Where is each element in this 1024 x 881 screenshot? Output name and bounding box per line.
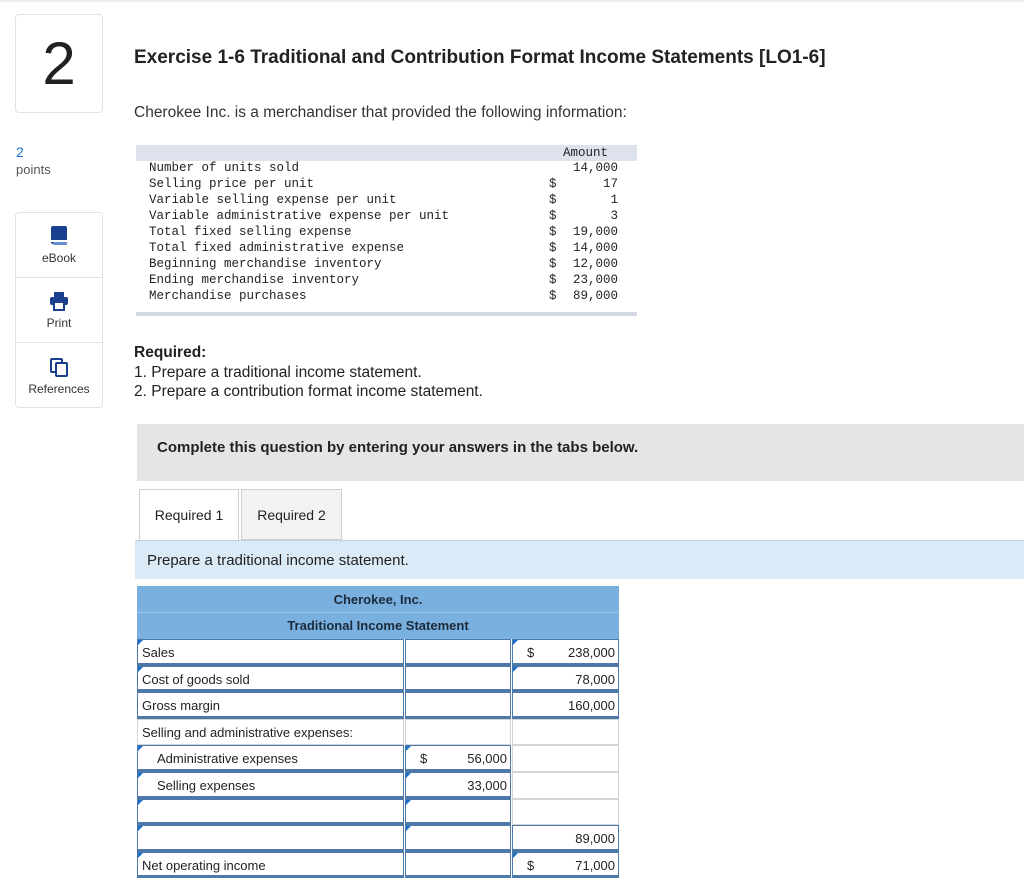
- points-label: points: [16, 162, 51, 177]
- row-currency: $: [549, 289, 557, 303]
- label-text: Administrative expenses: [157, 751, 298, 767]
- label-text: Selling and administrative expenses:: [142, 724, 354, 740]
- tab-required-2[interactable]: Required 2: [241, 489, 342, 540]
- total-value: 238,000: [568, 645, 615, 660]
- empty-cell: [512, 772, 619, 799]
- ebook-button[interactable]: [16, 213, 102, 278]
- table-row: [137, 639, 619, 666]
- data-table-header: [136, 145, 637, 161]
- tab-instruction: Prepare a traditional income statement.: [135, 540, 1024, 579]
- income-statement: [137, 586, 619, 878]
- label-text: Net operating income: [142, 857, 266, 873]
- required-item-1: 1. Prepare a traditional income statement.: [134, 363, 422, 381]
- table-row: [137, 745, 619, 772]
- table-padding: [136, 305, 637, 312]
- row-currency: $: [549, 225, 557, 239]
- amount-input[interactable]: [405, 745, 511, 772]
- label-input[interactable]: [137, 666, 404, 693]
- table-row: [137, 772, 619, 799]
- row-currency: $: [549, 193, 557, 207]
- table-row: [136, 257, 637, 273]
- row-label: Ending merchandise inventory: [149, 273, 360, 287]
- empty-cell: [405, 719, 511, 746]
- amount-input[interactable]: [405, 852, 511, 879]
- row-amount: 1: [610, 193, 618, 207]
- row-label: Merchandise purchases: [149, 289, 307, 303]
- table-row: [137, 692, 619, 719]
- label-input[interactable]: [137, 745, 404, 772]
- print-label: Print: [46, 316, 72, 330]
- label-text: Selling expenses: [157, 777, 256, 793]
- references-button[interactable]: [16, 343, 102, 408]
- amount-input[interactable]: [405, 639, 511, 666]
- row-label: Beginning merchandise inventory: [149, 257, 382, 271]
- tools-panel: [15, 212, 103, 408]
- row-amount: 17: [602, 177, 618, 191]
- tab-required-1[interactable]: Required 1: [139, 489, 239, 540]
- row-currency: $: [549, 177, 557, 191]
- amount-input[interactable]: [405, 666, 511, 693]
- table-row: [136, 273, 637, 289]
- points-value: 2: [16, 144, 24, 160]
- table-row: [137, 719, 619, 746]
- dollar-sign: $: [527, 645, 535, 660]
- given-data-table: [136, 145, 637, 316]
- printer-icon: [49, 290, 69, 312]
- top-divider: [0, 0, 1024, 2]
- statement-company: Cherokee, Inc.: [137, 586, 619, 613]
- table-row: [136, 241, 637, 257]
- row-label: Total fixed administrative expense: [149, 241, 405, 255]
- amount-header: Amount: [563, 146, 609, 160]
- empty-cell: [512, 719, 619, 746]
- row-label: Total fixed selling expense: [149, 225, 352, 239]
- amount-input[interactable]: [405, 772, 511, 799]
- label-input[interactable]: [137, 799, 404, 826]
- table-row: [136, 209, 637, 225]
- row-currency: $: [549, 241, 557, 255]
- table-row: [137, 799, 619, 826]
- table-row: [136, 289, 637, 305]
- label-text: Cost of goods sold: [142, 671, 250, 687]
- label-text: Gross margin: [142, 698, 221, 714]
- required-heading: Required:: [134, 344, 207, 361]
- label-input[interactable]: [137, 639, 404, 666]
- amount-input[interactable]: [405, 799, 511, 826]
- copy-icon: [49, 356, 69, 378]
- label-input[interactable]: [137, 825, 404, 852]
- total-input[interactable]: [512, 692, 619, 719]
- label-input[interactable]: [137, 772, 404, 799]
- ebook-label: eBook: [41, 251, 77, 265]
- empty-cell: [512, 799, 619, 826]
- row-amount: 14,000: [572, 241, 618, 255]
- total-input[interactable]: [512, 639, 619, 666]
- amount-value: 33,000: [467, 777, 507, 793]
- row-currency: $: [549, 257, 557, 271]
- table-row: [136, 161, 637, 177]
- print-button[interactable]: [16, 278, 102, 343]
- points-box: [16, 144, 96, 180]
- row-label: Variable selling expense per unit: [149, 193, 397, 207]
- dollar-sign: $: [420, 751, 428, 767]
- total-value: 89,000: [575, 831, 615, 847]
- book-icon: [49, 225, 69, 247]
- label-input[interactable]: [137, 692, 404, 719]
- amount-input[interactable]: [405, 825, 511, 852]
- row-amount: 19,000: [572, 225, 618, 239]
- table-row: [137, 852, 619, 879]
- row-amount: 3: [610, 209, 618, 223]
- total-value: 160,000: [568, 698, 615, 714]
- total-input[interactable]: [512, 666, 619, 693]
- label-input[interactable]: [137, 852, 404, 879]
- row-currency: $: [549, 273, 557, 287]
- exercise-title: Exercise 1-6 Traditional and Contribution Format Income Statements [LO1-6]: [134, 47, 826, 68]
- tab-bar: [139, 489, 342, 540]
- row-amount: 23,000: [572, 273, 618, 287]
- amount-input[interactable]: [405, 692, 511, 719]
- required-section: [134, 343, 483, 402]
- amount-value: 56,000: [467, 751, 507, 767]
- row-label: Number of units sold: [149, 161, 300, 175]
- table-row: [137, 666, 619, 693]
- empty-cell: [512, 745, 619, 772]
- row-amount: 89,000: [572, 289, 618, 303]
- total-input[interactable]: [512, 852, 619, 879]
- statement-title: Traditional Income Statement: [137, 613, 619, 639]
- total-value: 78,000: [575, 671, 615, 687]
- references-label: References: [28, 381, 90, 396]
- total-input[interactable]: [512, 825, 619, 852]
- row-currency: $: [549, 209, 557, 223]
- row-amount: 12,000: [572, 257, 618, 271]
- row-label: Selling price per unit: [149, 177, 315, 191]
- question-number: 2: [15, 14, 103, 113]
- row-label: Variable administrative expense per unit: [149, 209, 450, 223]
- table-row: [137, 825, 619, 852]
- intro-text: Cherokee Inc. is a merchandiser that provided the following information:: [134, 104, 627, 121]
- dollar-sign: $: [527, 857, 535, 873]
- required-item-2: 2. Prepare a contribution format income statement.: [134, 383, 483, 400]
- instructions-banner: Complete this question by entering your answers in the tabs below.: [137, 424, 1024, 481]
- table-row: [136, 177, 637, 193]
- table-row: [136, 193, 637, 209]
- label-text: Sales: [142, 645, 175, 660]
- total-value: 71,000: [575, 857, 615, 873]
- table-row: [136, 225, 637, 241]
- section-label: [137, 719, 404, 746]
- row-amount: 14,000: [572, 161, 618, 175]
